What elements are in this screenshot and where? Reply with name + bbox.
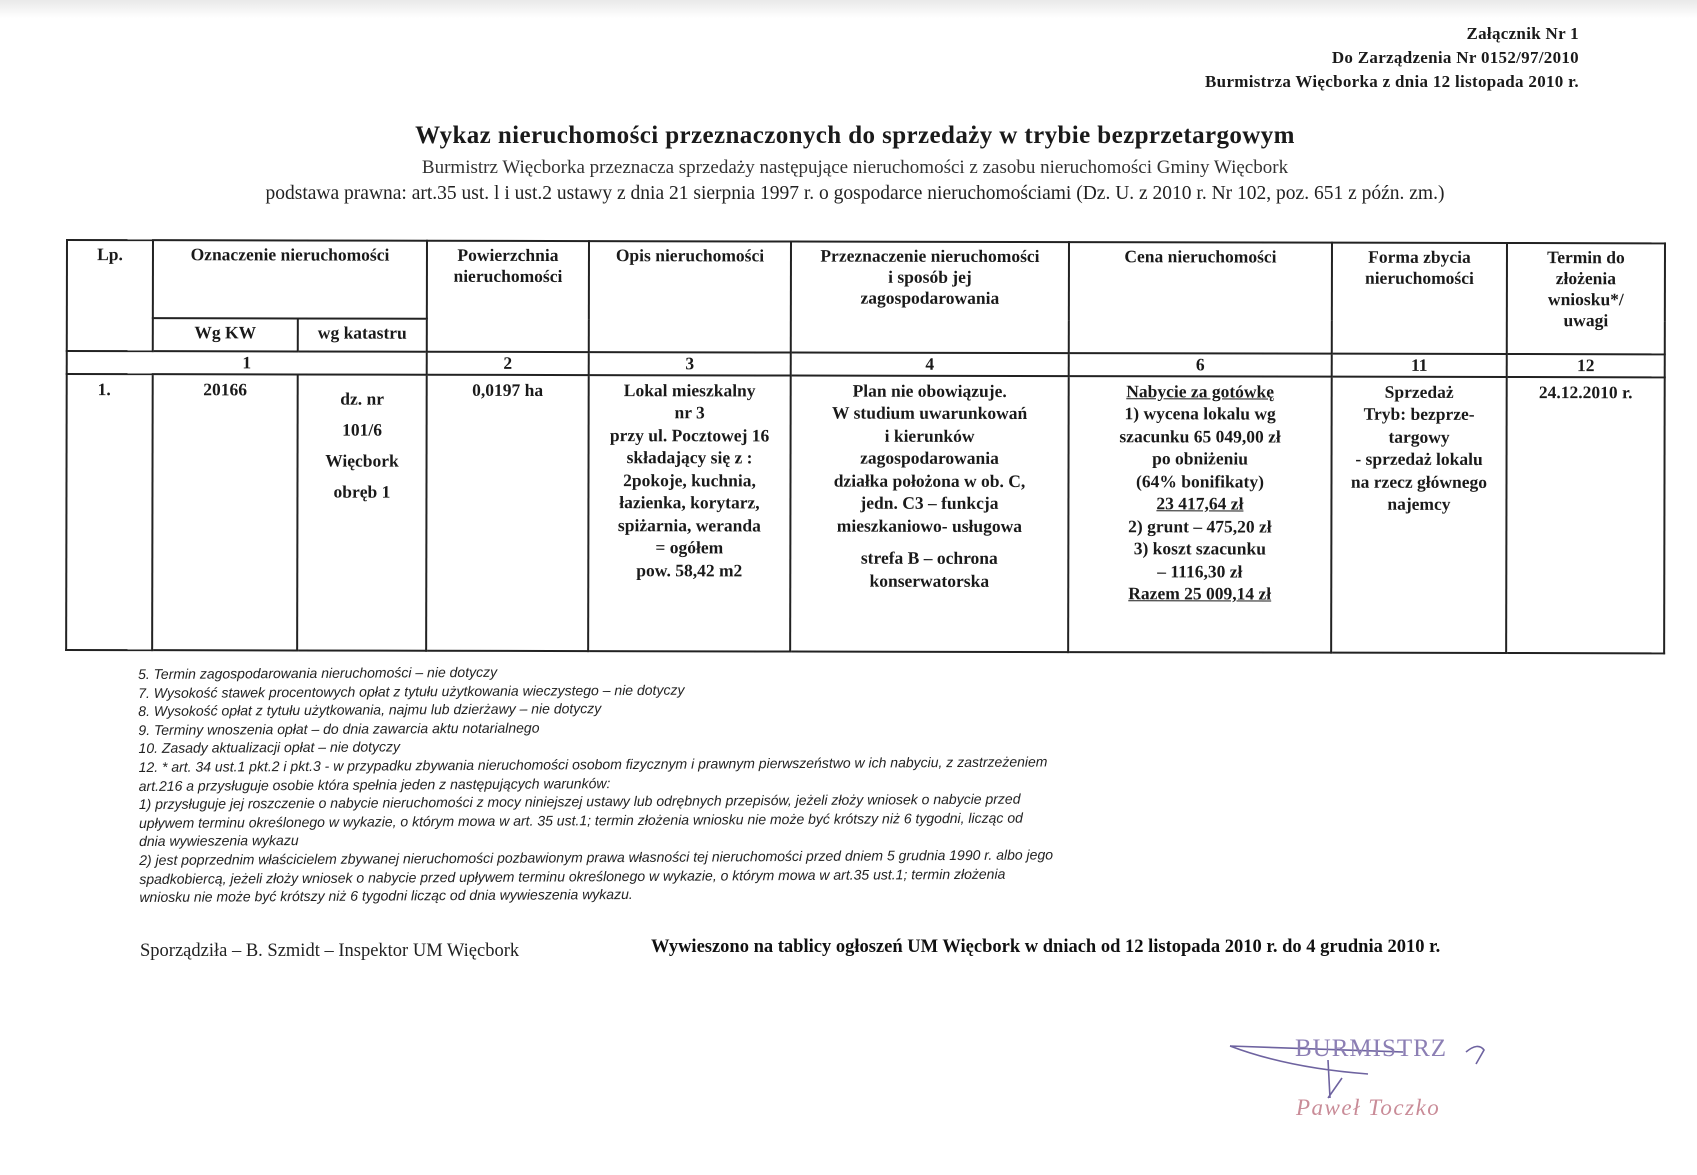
cell-price — [1068, 376, 1332, 653]
header-purpose: Przeznaczenie nieruchomości i sposób jej zagospodarowania — [791, 242, 1069, 353]
table-row — [66, 374, 1665, 654]
header-lp: Lp. — [67, 240, 153, 351]
note-line: upływem terminu określonego w wykazie, o którym mowa w art. 35 ust.1; termin złożenia wniosku nie może być krótszy niż 6 tygodni, licząc od — [138, 809, 1023, 831]
price-item-1: 1) wycena lokalu wg szacunku 65 049,00 zł po obniżeniu (64% bonifikaty) — [1119, 403, 1281, 492]
cell-cadastre — [297, 374, 427, 651]
scan-edge — [0, 0, 1697, 18]
header-wg-kw: Wg KW — [153, 319, 298, 351]
header-price: Cena nieruchomości — [1069, 242, 1332, 353]
cell-lp: 1. — [66, 374, 153, 651]
prepared-by: Sporządziła – B. Szmidt – Inspektor UM Więcbork — [140, 941, 520, 961]
column-number: 1 — [67, 351, 427, 375]
legal-basis: podstawa prawna: art.35 ust. l i ust.2 ustawy z dnia 21 sierpnia 1997 r. o gospodarce nieruchomościami (Dz. U. z 2010 r. Nr 102, poz. 651 z późn. zm.) — [265, 183, 1445, 204]
document-subtitle: Burmistrz Więcborka przeznacza sprzedaży następujące nieruchomości z zasobu nieruchomości Gminy Więcbork — [421, 157, 1289, 178]
price-heading: Nabycie za gotówkę — [1126, 380, 1275, 402]
cadastre-line: obręb 1 — [333, 481, 391, 502]
column-number: 2 — [427, 351, 589, 374]
attachment-header — [1205, 22, 1579, 94]
property-table — [65, 239, 1666, 654]
price-item-3: 3) koszt szacunku – 1116,30 zł — [1133, 538, 1266, 582]
header-area: Powierzchnia nieruchomości — [427, 241, 589, 352]
price-total: Razem 25 009,14 zł — [1128, 583, 1272, 604]
note-line: 2) jest poprzednim właścicielem zbywanej nieruchomości pozbawionym prawa własności tej nieruchomości przed dniem 5 grudnia 1990 r. albo jego — [139, 846, 1054, 868]
stamp-title: BURMISTRZ — [1295, 1035, 1448, 1062]
column-number: 4 — [791, 352, 1069, 376]
cell-kw: 20166 — [152, 374, 298, 651]
attachment-line-2: Do Zarządzenia Nr 0152/97/2010 — [1331, 48, 1579, 67]
note-line: 1) przysługuje jej roszczenie o nabycie nieruchomości z mocy niniejszej ustawy lub odrębnych przepisów, jeżeli złoży wniosek o nabycie przed — [138, 790, 1021, 813]
footnotes — [138, 658, 1239, 906]
column-number: 3 — [589, 352, 791, 376]
cell-purpose — [790, 375, 1069, 652]
header-designation: Oznaczenie nieruchomości — [153, 240, 427, 319]
note-line: art.216 a przysługuje osobie która spełnia jeden z następujących warunków: — [138, 774, 611, 794]
cell-disposal: Sprzedaż Tryb: bezprze- targowy - sprzedaż lokalu na rzecz głównego najemcy — [1331, 376, 1507, 653]
cadastre-line: dz. nr — [340, 388, 385, 409]
price-item-1-value: 23 417,64 zł — [1156, 493, 1244, 514]
header-description: Opis nieruchomości — [589, 241, 791, 352]
posting-notice: Wywieszono na tablicy ogłoszeń UM Więcbork w dniach od 12 listopada 2010 r. do 4 grudnia 2010 r. — [651, 937, 1441, 957]
cell-deadline: 24.12.2010 r. — [1506, 377, 1665, 654]
purpose-text: Plan nie obowiązuje. W studium uwarunkowań i kierunków zagospodarowania działka położona w ob. C, jedn. C3 – funkcja mieszkaniowo- usługowa — [832, 380, 1028, 536]
purpose-zone: strefa B – ochrona konserwatorska — [860, 547, 998, 591]
note-line: wniosku nie może być krótszy niż 6 tygodni licząc od dnia wywieszenia wykazu. — [139, 886, 633, 906]
header-disposal: Forma zbycia nieruchomości — [1332, 243, 1507, 354]
price-item-2: 2) grunt – 475,20 zł — [1128, 515, 1272, 537]
column-number: 11 — [1332, 353, 1507, 376]
attachment-line-1: Załącznik Nr 1 — [1466, 24, 1579, 43]
column-number: 12 — [1507, 354, 1665, 377]
note-line: spadkobiercą, jeżeli złoży wniosek o nabycie przed upływem terminu określonego w wykazie, o którym mowa w art.35 ust.1; termin złożenia — [139, 865, 1006, 887]
note-line: 5. Termin zagospodarowania nieruchomości – nie dotyczy — [138, 663, 498, 682]
document-title: Wykaz nieruchomości przeznaczonych do sprzedaży w trybie bezprzetargowym — [415, 122, 1295, 149]
cadastre-line: 101/6 — [342, 419, 383, 440]
cell-description: Lokal mieszkalny nr 3 przy ul. Pocztowej 16 składający się z : 2pokoje, kuchnia, łazienka, korytarz, spiżarnia, weranda = ogółem pow. 58,42 m2 — [588, 375, 791, 652]
note-line: dnia wywieszenia wykazu — [139, 832, 299, 850]
cell-area: 0,0197 ha — [426, 374, 589, 651]
column-number: 6 — [1069, 353, 1332, 377]
header-deadline: Termin do złożenia wniosku*/ uwagi — [1507, 243, 1665, 354]
cadastre-line: Więcbork — [325, 450, 399, 471]
note-line: 9. Terminy wnoszenia opłat – do dnia zawarcia aktu notarialnego — [138, 719, 540, 738]
note-line: 12. * art. 34 ust.1 pkt.2 i pkt.3 - w przypadku zbywania nieruchomości osobom fizycznym i prawnym pierwszeństwo w ich nabyciu, z zastrzeżeniem — [138, 753, 1048, 775]
note-line: 10. Zasady aktualizacji opłat – nie dotyczy — [138, 738, 401, 757]
note-line: 8. Wysokość opłat z tytułu użytkowania, najmu lub dzierżawy – nie dotyczy — [138, 700, 602, 720]
note-line: 7. Wysokość stawek procentowych opłat z tytułu użytkowania wieczystego – nie dotyczy — [138, 681, 685, 701]
header-wg-katastru: wg katastru — [298, 319, 427, 351]
attachment-line-3: Burmistrza Więcborka z dnia 12 listopada 2010 r. — [1205, 72, 1579, 91]
stamp-signature-name: Paweł Toczko — [1296, 1095, 1441, 1120]
